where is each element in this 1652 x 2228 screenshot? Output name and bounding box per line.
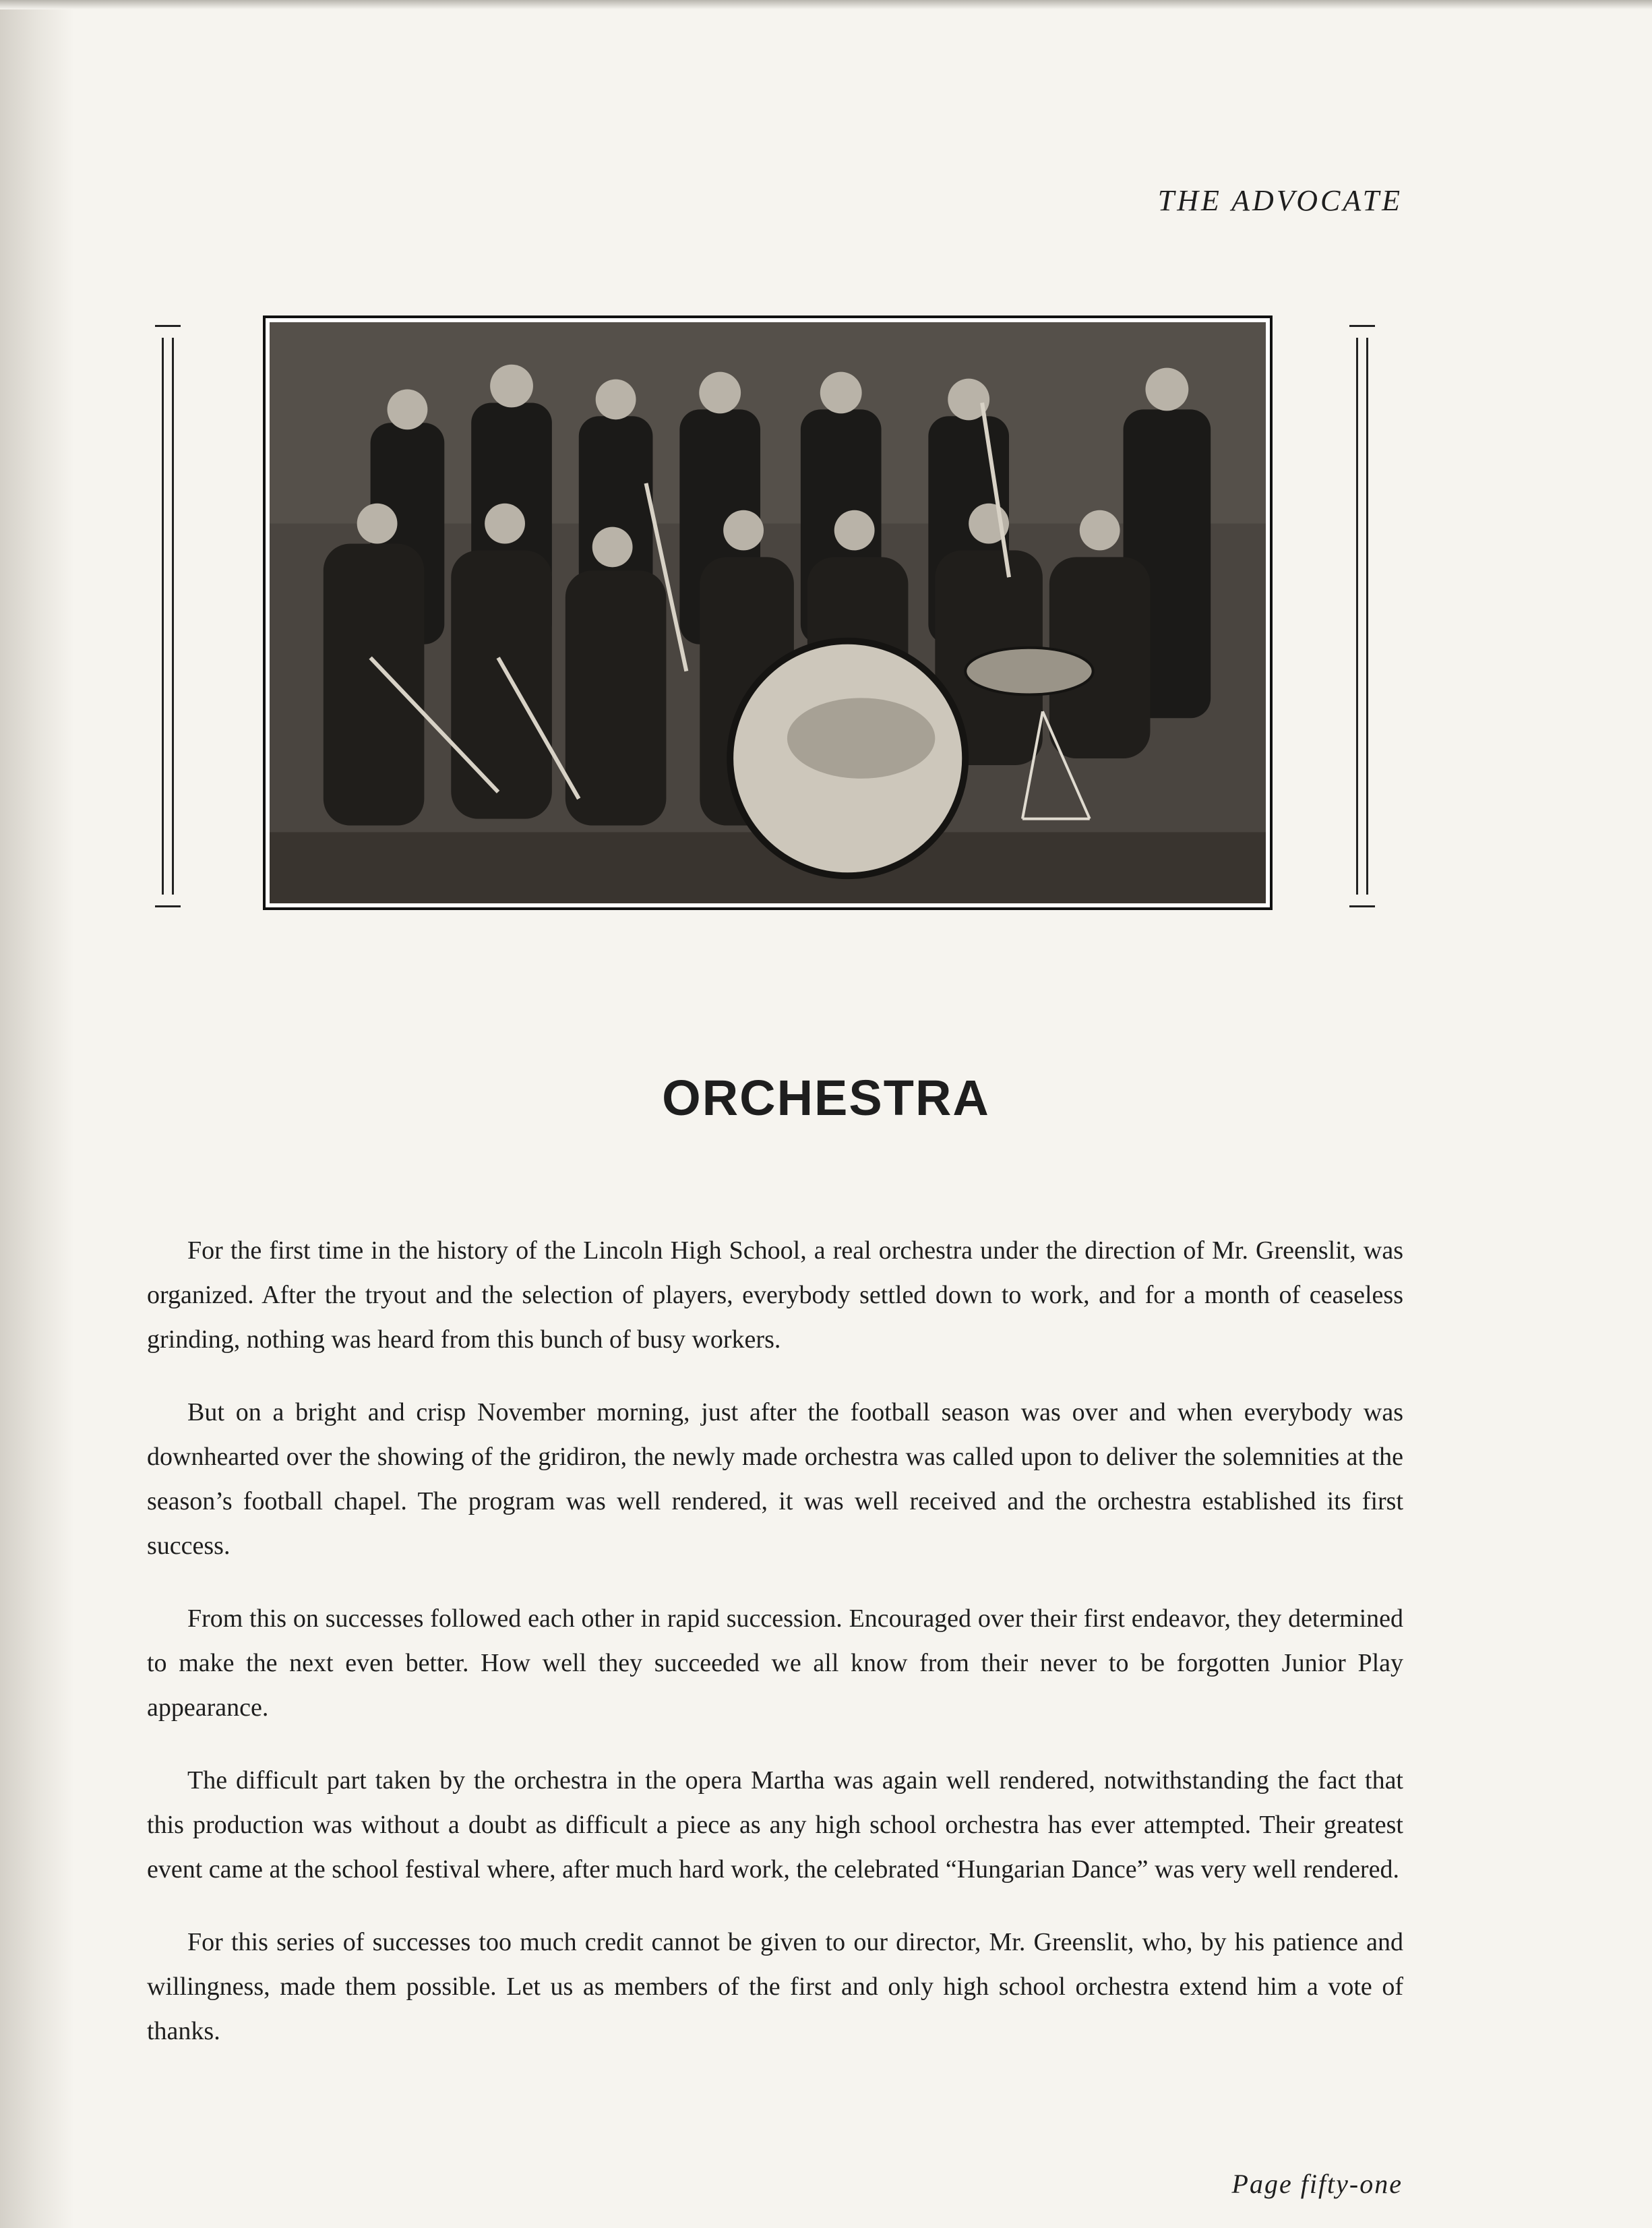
paragraph: But on a bright and crisp November morning, just after the football season was over and when everybody was downhearted over the showing of the gridiron, the newly made orchestra was called upon to deliver the solemnities at the season’s football chapel. The program was well rendered, it was well received and the orchestra established its first success. (147, 1398, 1403, 1560)
paragraph: The difficult part taken by the orchestra in the opera Martha was again well rendered, notwithstanding the fact that this production was without a doubt as difficult a piece as any high school orchestra has ever attempted. Their greatest event came at the school festival where, after much hard work, the celebrated “Hungarian Dance” was very well rendered. (147, 1766, 1403, 1884)
right-bracket-ornament (1349, 325, 1375, 907)
article-body (147, 1228, 1403, 2082)
paragraph: From this on successes followed each other in rapid succession. Encouraged over their first endeavor, they determined to make the next even better. How well they succeeded we all know from their never to be forgotten Junior Play appearance. (147, 1604, 1403, 1722)
article-title: ORCHESTRA (662, 1070, 990, 1126)
paragraph: For the first time in the history of the Lincoln High School, a real orchestra under the direction of Mr. Greenslit, was organized. After the tryout and the selection of players, everybody settled down to work, and for a month of ceaseless grinding, nothing was heard from this bunch of busy workers. (147, 1236, 1403, 1354)
orchestra-photo-image (270, 322, 1266, 903)
left-bracket-ornament (155, 325, 181, 907)
page-number: Page fifty-one (1231, 2169, 1403, 2199)
orchestra-photograph (263, 315, 1273, 910)
page-top-edge (0, 0, 1652, 9)
paragraph: For this series of successes too much credit cannot be given to our director, Mr. Greenslit, who, by his patience and willingness, made them possible. Let us as members of the first and only high school orchestra extend him a vote of thanks. (147, 1928, 1403, 2045)
running-head: THE ADVOCATE (1157, 184, 1403, 217)
